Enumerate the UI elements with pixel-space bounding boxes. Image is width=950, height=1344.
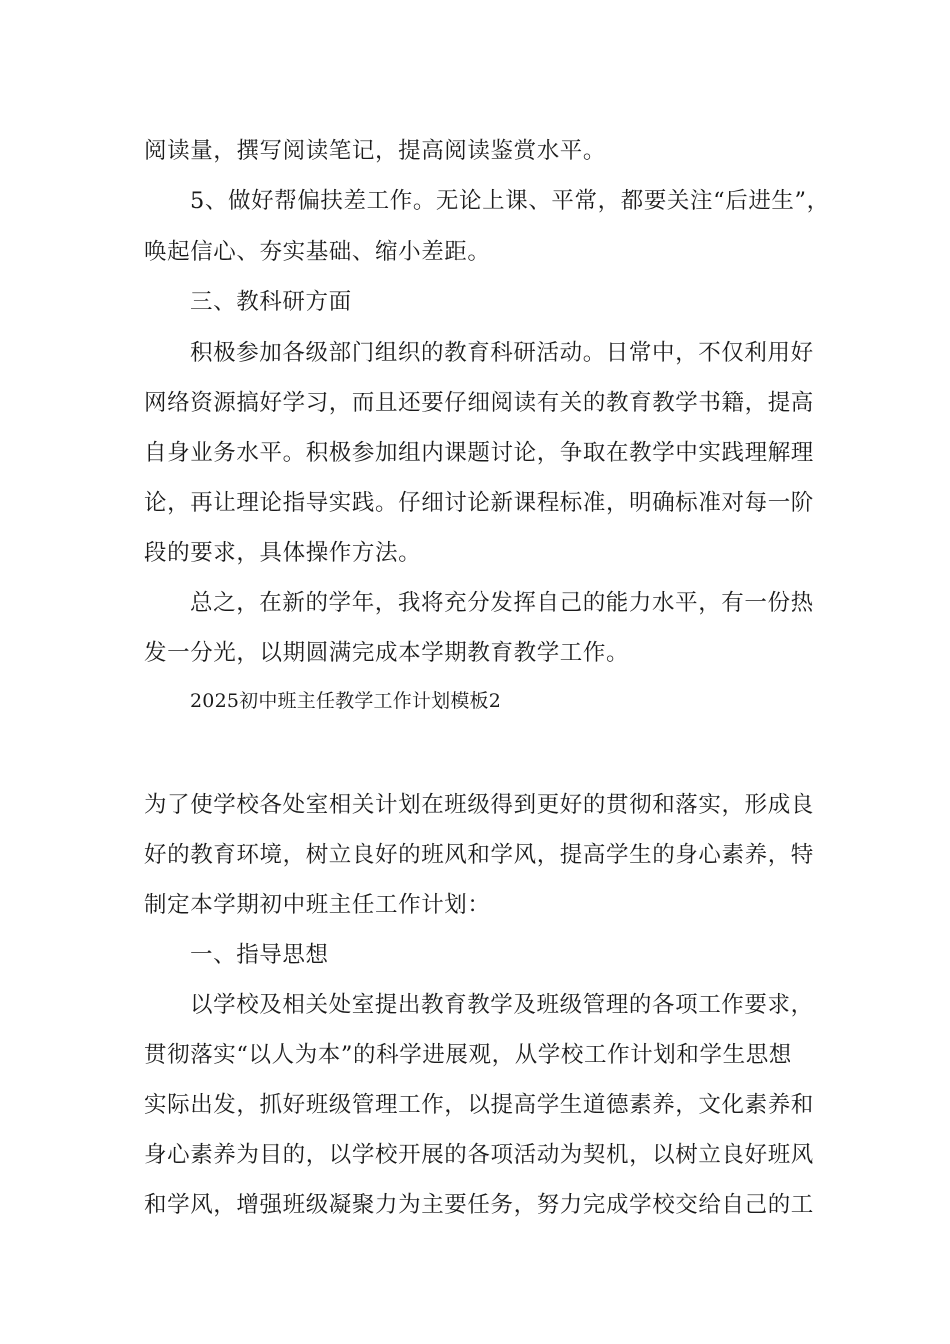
text-line: 阅读量，撰写阅读笔记，提高阅读鉴赏水平。: [144, 138, 607, 164]
section-heading: 一、指导思想: [190, 942, 329, 968]
text-line: 网络资源搞好学习，而且还要仔细阅读有关的教育教学书籍，提高: [144, 390, 814, 416]
text-line: 贯彻落实“以人为本”的科学进展观，从学校工作计划和学生思想: [144, 1042, 792, 1068]
text-line: 以学校及相关处室提出教育教学及班级管理的各项工作要求，: [190, 992, 814, 1018]
text-line: 总之，在新的学年，我将充分发挥自己的能力水平，有一份热: [190, 590, 814, 616]
text-line: 身心素养为目的，以学校开展的各项活动为契机，以树立良好班风: [144, 1142, 814, 1168]
document-subtitle: 2025初中班主任教学工作计划模板2: [190, 690, 502, 712]
text-line: 段的要求，具体操作方法。: [144, 540, 422, 566]
text-line: 论，再让理论指导实践。仔细讨论新课程标准，明确标准对每一阶: [144, 490, 814, 516]
text-line: 积极参加各级部门组织的教育科研活动。日常中，不仅利用好: [190, 340, 814, 366]
text-line: 发一分光，以期圆满完成本学期教育教学工作。: [144, 640, 630, 666]
text-line: 唤起信心、夯实基础、缩小差距。: [144, 239, 491, 265]
section-heading: 三、教科研方面: [190, 289, 352, 315]
text-line: 5、做好帮偏扶差工作。无论上课、平常，都要关注“后进生”，: [190, 188, 830, 214]
text-line: 和学风，增强班级凝聚力为主要任务，努力完成学校交给自己的工: [144, 1192, 814, 1218]
text-line: 好的教育环境，树立良好的班风和学风，提高学生的身心素养，特: [144, 842, 814, 868]
text-line: 实际出发，抓好班级管理工作，以提高学生道德素养，文化素养和: [144, 1092, 814, 1118]
text-line: 为了使学校各处室相关计划在班级得到更好的贯彻和落实，形成良: [144, 792, 814, 818]
text-line: 自身业务水平。积极参加组内课题讨论，争取在教学中实践理解理: [144, 440, 814, 466]
text-line: 制定本学期初中班主任工作计划：: [144, 892, 491, 918]
